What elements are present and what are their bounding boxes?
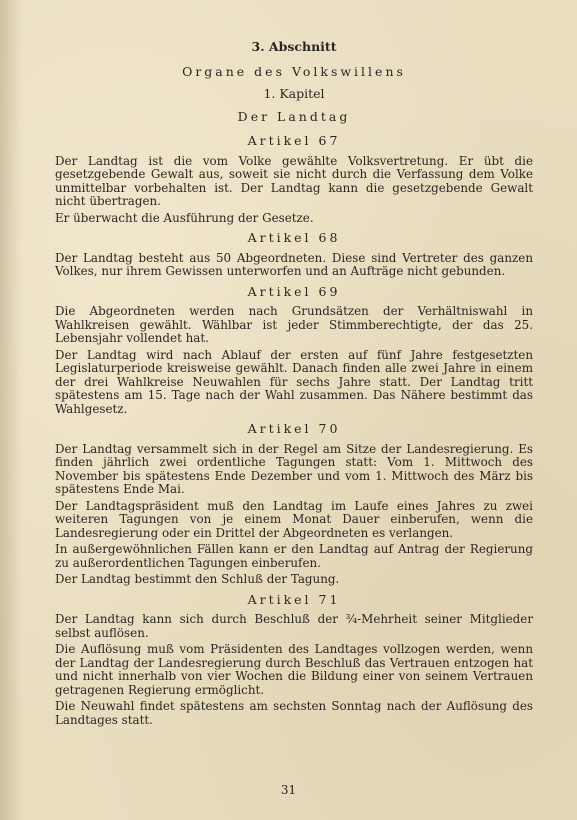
article-title: Artikel 71 xyxy=(247,591,341,607)
paragraph: Der Landtag ist die vom Volke gewählte Volksvertretung. Er übt die gesetzgebende Gewalt aus, soweit sie nicht durch die Verfassung dem Volke unmittelbar vorbehalten ist. Der Landtag kann die gesetzgebende Gewalt nicht übertragen. xyxy=(55,153,533,208)
page-number: 31 xyxy=(280,783,297,797)
paragraph: Die Abgeordneten werden nach Grundsätzen der Verhältniswahl in Wahlkreisen gewählt. Wählbar ist jeder Stimmberechtigte, der das 25. Lebensjahr vollendet hat. xyxy=(55,304,533,345)
article-title: Artikel 68 xyxy=(247,230,341,245)
paragraph: Der Landtag bestimmt den Schluß der Tagung. xyxy=(55,572,340,586)
chapter-title: 1. Kapitel xyxy=(263,86,325,101)
paragraph: Der Landtag wird nach Ablauf der ersten auf fünf Jahre festgesetzten Legislaturperiode kreisweise gewählt. Danach finden alle zwei Jahre in einem der drei Wahlkreise Neuwahlen für sechs Jahre statt. Der Landtag tritt spätestens am 15. Tage nach der Wahl zusammen. Das Nähere bestimmt das Wahlgesetz. xyxy=(55,347,533,416)
article-71 xyxy=(55,593,533,728)
page-edge-shadow xyxy=(0,0,22,820)
section-subtitle: Organe des Volkswillens xyxy=(182,63,406,79)
paragraph: Der Landtag kann sich durch Beschluß der ¾-Mehrheit seiner Mitglieder selbst auflösen. xyxy=(55,612,533,640)
paragraph: Die Auflösung muß vom Präsidenten des Landtages vollzogen werden, wenn der Landtag der Landesregierung durch Beschluß das Vertrauen entzogen hat und nicht innerhalb von vier Wochen die Bildung einer von seinem Vertrauen getragenen Regierung ermöglicht. xyxy=(55,642,533,697)
paragraph: Der Landtag versammelt sich in der Regel am Sitze der Landesregierung. Es finden jährlich zwei ordentliche Tagungen statt: Vom 1. Mittwoch des November bis spätestens Ende Dezember und vom 1. Mittwoch des März bis spätestens Ende Mai. xyxy=(55,441,533,496)
section-title: 3. Abschnitt xyxy=(251,39,337,54)
paragraph: Die Neuwahl findet spätestens am sechsten Sonntag nach der Auflösung des Landtages statt. xyxy=(55,699,533,727)
paragraph: Er überwacht die Ausführung der Gesetze. xyxy=(55,210,314,225)
article-68 xyxy=(55,231,533,279)
paragraph: In außergewöhnlichen Fällen kann er den Landtag auf Antrag der Regierung zu außerordentlichen Tagungen einberufen. xyxy=(55,542,533,570)
paragraph: Der Landtagspräsident muß den Landtag im Laufe eines Jahres zu zwei weiteren Tagungen von je einem Monat Dauer einberufen, wenn die Landesregierung oder ein Drittel der Abgeordneten es verlangen. xyxy=(55,498,533,540)
paragraph: Der Landtag besteht aus 50 Abgeordneten. Diese sind Vertreter des ganzen Volkes, nur ihrem Gewissen unterworfen und an Aufträge nicht gebunden. xyxy=(55,250,533,278)
article-69 xyxy=(55,285,533,417)
article-title: Artikel 70 xyxy=(247,421,341,436)
article-title: Artikel 67 xyxy=(247,133,341,148)
article-70 xyxy=(55,422,533,587)
article-67 xyxy=(55,134,533,225)
page-content xyxy=(55,40,533,730)
article-title: Artikel 69 xyxy=(247,283,341,299)
chapter-subtitle: Der Landtag xyxy=(237,108,351,124)
